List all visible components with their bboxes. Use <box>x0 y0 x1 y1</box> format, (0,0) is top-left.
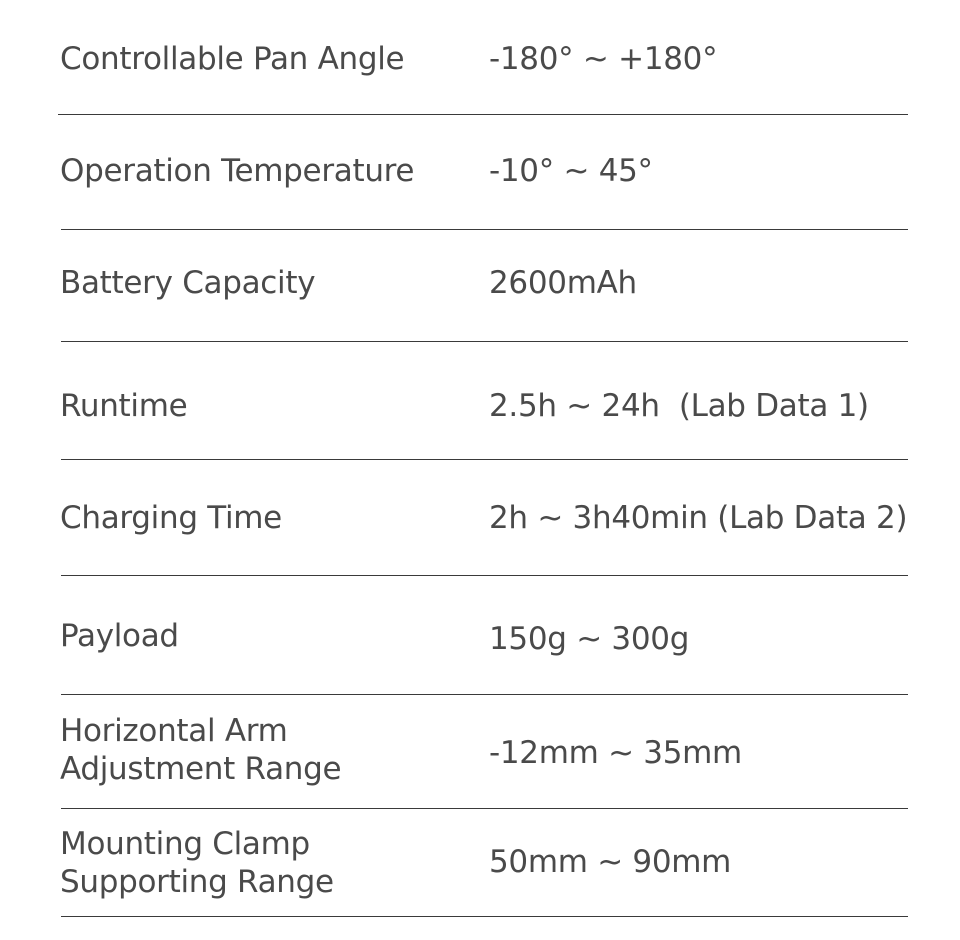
spec-label: Horizontal Arm Adjustment Range <box>60 713 342 787</box>
spec-value: -10° ~ 45° <box>489 153 653 189</box>
row-divider <box>61 229 908 230</box>
spec-value: 2600mAh <box>489 265 637 301</box>
spec-label: Charging Time <box>60 500 282 536</box>
spec-label: Payload <box>60 618 179 654</box>
row-divider <box>58 114 908 115</box>
spec-value: -180° ~ +180° <box>489 41 718 77</box>
spec-label: Battery Capacity <box>60 265 316 301</box>
row-divider <box>61 808 908 809</box>
spec-value: 50mm ~ 90mm <box>489 844 732 880</box>
spec-value: 2h ~ 3h40min (Lab Data 2) <box>489 500 908 536</box>
row-divider <box>61 916 908 917</box>
spec-label: Operation Temperature <box>60 153 415 189</box>
spec-label: Controllable Pan Angle <box>60 41 405 77</box>
spec-label: Mounting Clamp Supporting Range <box>60 826 334 900</box>
row-divider <box>61 694 908 695</box>
spec-value: 150g ~ 300g <box>489 621 690 657</box>
spec-value: 2.5h ~ 24h (Lab Data 1) <box>489 388 869 424</box>
row-divider <box>61 575 908 576</box>
spec-value: -12mm ~ 35mm <box>489 735 742 771</box>
row-divider <box>61 341 908 342</box>
row-divider <box>61 459 908 460</box>
spec-label: Runtime <box>60 388 188 424</box>
